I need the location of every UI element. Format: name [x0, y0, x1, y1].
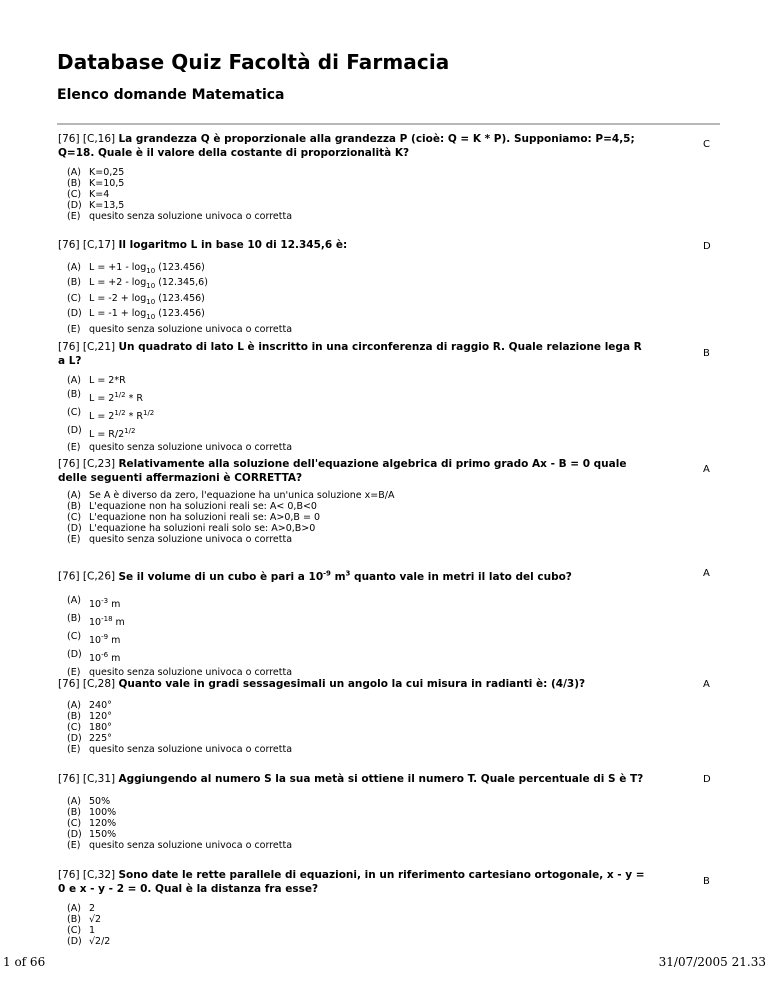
question-text: Sono date le rette parallele di equazioni, in un riferimento cartesiano ortogonale, x - y = 0 e x - y - 2 = 0. Qual è la distanza fra esse? [58, 869, 645, 895]
option: (A) K=0,25 [67, 167, 125, 178]
option: (C) 120% [67, 818, 117, 829]
option: (B) L'equazione non ha soluzioni reali se: A< 0,B<0 [67, 501, 317, 512]
question-code: [76] [C,28] [58, 678, 116, 690]
header-divider [57, 123, 720, 125]
question-6 [58, 677, 648, 691]
option: (A) Se A è diverso da zero, l'equazione ha un'unica soluzione x=B/A [67, 490, 395, 501]
option: (B) 100% [67, 807, 117, 818]
question-text: Aggiungendo al numero S la sua metà si ottiene il numero T. Quale percentuale di S è T? [118, 773, 644, 785]
answer-1: C [703, 139, 710, 150]
question-2 [58, 238, 648, 252]
answer-6: A [703, 679, 710, 690]
option: (C) L'equazione non ha soluzioni reali se: A>0,B = 0 [67, 512, 320, 523]
question-7 [58, 772, 648, 786]
question-1 [58, 132, 648, 160]
question-code: [76] [C,17] [58, 239, 116, 251]
question-text: Quanto vale in gradi sessagesimali un angolo la cui misura in radianti è: (4/3)? [118, 678, 586, 690]
option: (B) $L = 2^{1/2} * R$ [67, 388, 143, 404]
option: (D) $L = R/2^{1/2}$ [67, 424, 136, 440]
options-5 [67, 594, 292, 678]
option: (B) 120° [67, 711, 112, 722]
option: (D) 150% [67, 829, 117, 840]
option: (B) $L = +2 - \log_{10} (12.345,6)$ [67, 277, 208, 291]
option: (C) 180° [67, 722, 112, 733]
options-4 [67, 490, 394, 545]
option: (A) L = 2*R [67, 375, 126, 386]
question-5 [58, 566, 648, 584]
option: (E) quesito senza soluzione univoca o corretta [67, 534, 293, 545]
options-8 [67, 903, 110, 947]
question-code: [76] [C,23] [58, 458, 116, 470]
question-4 [58, 457, 648, 485]
options-6 [67, 700, 292, 755]
option: (E) quesito senza soluzione univoca o corretta [67, 441, 293, 453]
option: (E) quesito senza soluzione univoca o corretta [67, 323, 293, 335]
question-code: [76] [C,26] [58, 570, 116, 583]
option: (D) $L = -1 + \log_{10} (123.456)$ [67, 308, 205, 322]
option: (B) K=10,5 [67, 178, 125, 189]
question-code: [76] [C,32] [58, 869, 116, 881]
options-7 [67, 796, 292, 851]
answer-8: B [703, 876, 710, 887]
question-text: Relativamente alla soluzione dell'equazione algebrica di primo grado Ax - B = 0 quale delle seguenti affermazioni è CORRETTA? [58, 458, 627, 484]
option: (C) $L = 2^{1/2} * R^{1/2}$ [67, 406, 155, 422]
option: (D) √2/2 [67, 936, 111, 947]
question-text: Se il volume di un cubo è pari a $10^{-9}$ $m^3$ quanto vale in metri il lato del cubo? [118, 569, 572, 583]
option: (D) 225° [67, 733, 112, 744]
page-title: Database Quiz Facoltà di Farmacia [57, 50, 450, 74]
option: (D) L'equazione ha soluzioni reali solo se: A>0,B>0 [67, 523, 316, 534]
option: (E) quesito senza soluzione univoca o corretta [67, 744, 293, 755]
page-number: 1 of 66 [3, 955, 46, 969]
question-text: Il logaritmo L in base 10 di 12.345,6 è: [118, 239, 348, 251]
option: (E) quesito senza soluzione univoca o corretta [67, 211, 293, 222]
question-code: [76] [C,31] [58, 773, 116, 785]
option: (E) quesito senza soluzione univoca o corretta [67, 840, 293, 851]
options-3 [67, 375, 292, 453]
print-datetime: 31/07/2005 21.33 [658, 955, 766, 969]
option: (E) quesito senza soluzione univoca o corretta [67, 666, 293, 678]
answer-4: A [703, 464, 710, 475]
option: (A) $10^{-3}$ m [67, 595, 121, 611]
page-subtitle: Elenco domande Matematica [57, 87, 285, 103]
options-1 [67, 167, 292, 222]
option: (C) 1 [67, 925, 96, 936]
option: (A) 240° [67, 700, 112, 711]
answer-7: D [703, 774, 711, 785]
options-2 [67, 262, 292, 335]
option: (A) 2 [67, 903, 96, 914]
option: (D) $10^{-6}$ m [67, 649, 121, 665]
question-3 [58, 340, 648, 368]
option: (B) √2 [67, 914, 102, 925]
option: (C) $10^{-9}$ m [67, 631, 121, 647]
question-8 [58, 868, 648, 896]
answer-2: D [703, 241, 711, 252]
question-code: [76] [C,16] [58, 133, 116, 145]
question-text: Un quadrato di lato L è inscritto in una circonferenza di raggio R. Quale relazione lega R a L? [58, 341, 642, 367]
option: (D) K=13,5 [67, 200, 125, 211]
option: (B) $10^{-18}$ m [67, 613, 125, 629]
option: (A) 50% [67, 796, 111, 807]
question-text: La grandezza Q è proporzionale alla grandezza P (cioè: Q = K * P). Supponiamo: P=4,5; Q=18. Quale è il valore della costante di proporzionalità K? [58, 133, 635, 159]
answer-3: B [703, 348, 710, 359]
option: (A) $L = +1 - \log_{10} (123.456)$ [67, 262, 205, 275]
answer-5: A [703, 568, 710, 579]
question-code: [76] [C,21] [58, 341, 116, 353]
option: (C) $L = -2 + \log_{10} (123.456)$ [67, 292, 205, 306]
option: (C) K=4 [67, 189, 110, 200]
